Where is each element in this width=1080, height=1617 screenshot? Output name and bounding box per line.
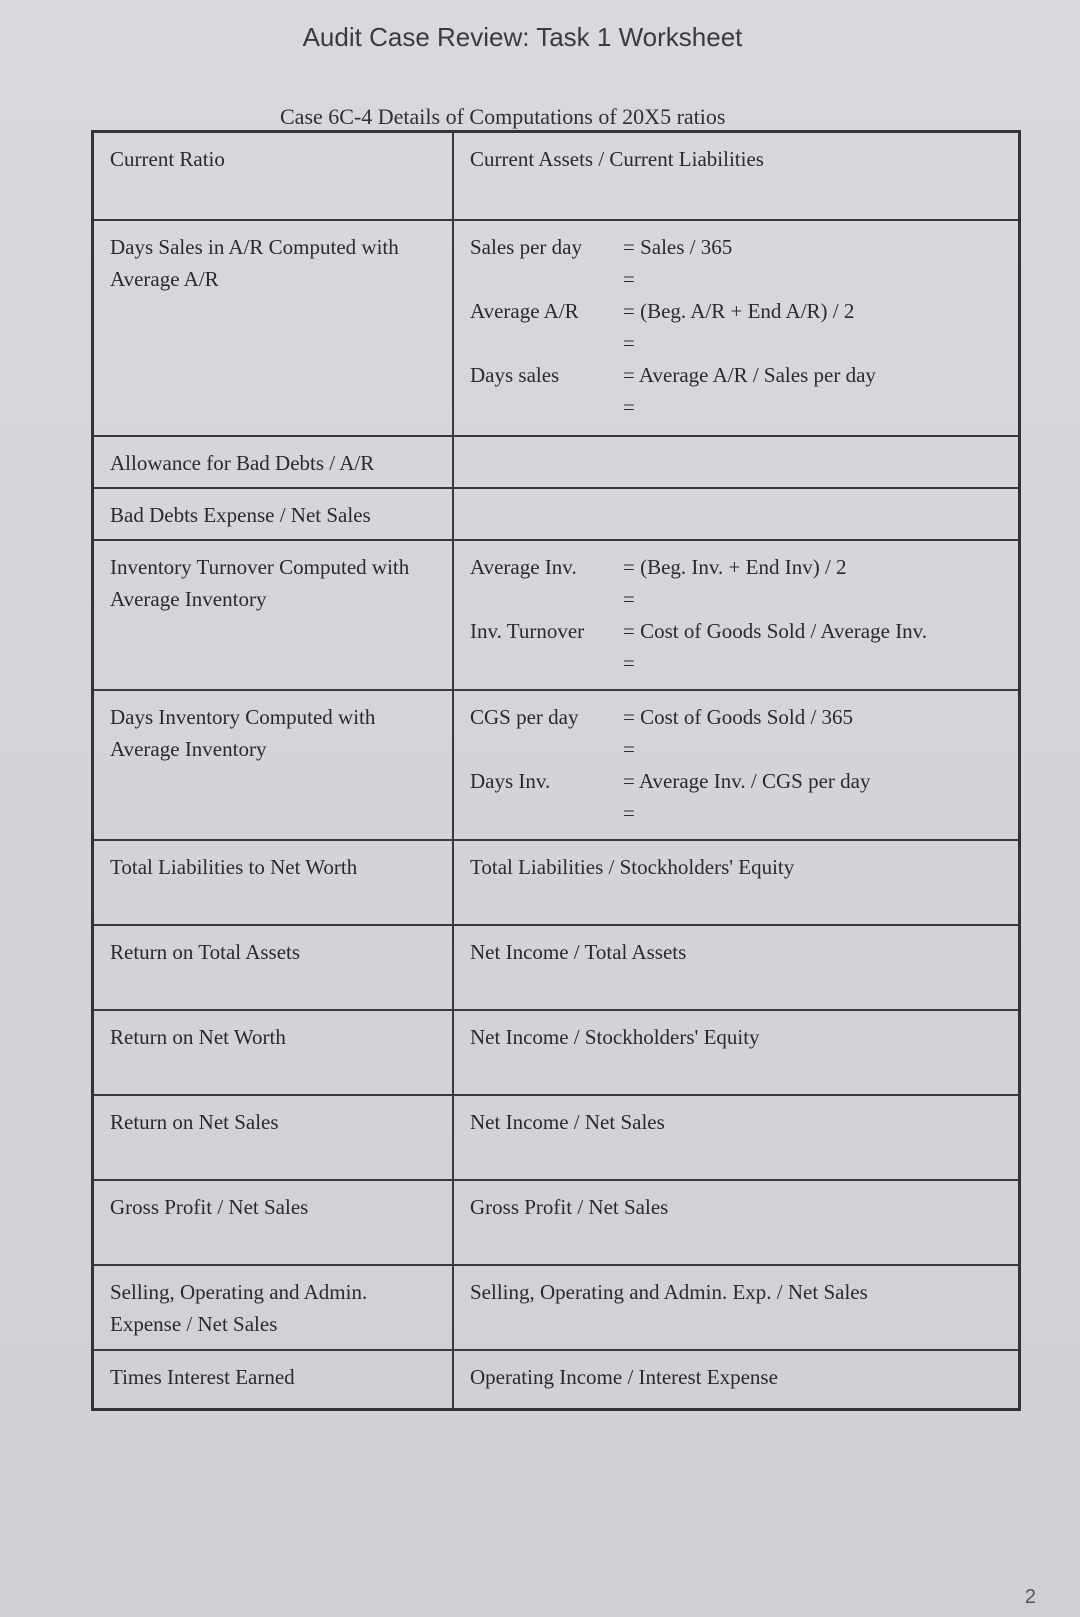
formula-expression: = Average Inv. / CGS per day	[623, 768, 871, 793]
ratio-name: Return on Net Sales	[93, 1095, 454, 1180]
page-number: 2	[1024, 1586, 1036, 1608]
ratio-formula: Current Assets / Current Liabilities	[453, 132, 1020, 220]
formula-expression: = (Beg. Inv. + End Inv) / 2	[623, 554, 847, 579]
table-row	[93, 540, 1020, 690]
ratio-formula: Net Income / Stockholders' Equity	[453, 1010, 1020, 1095]
ratio-formula: Selling, Operating and Admin. Exp. / Net Sales	[453, 1265, 1020, 1350]
ratio-formula: Total Liabilities / Stockholders' Equity	[453, 840, 1020, 925]
table-row	[93, 1180, 1020, 1265]
formula-label: Average A/R	[470, 298, 579, 323]
formula-expression: = (Beg. A/R + End A/R) / 2	[623, 298, 855, 323]
ratio-name: Days Inventory Computed with Average Inventory	[93, 690, 454, 840]
formula-label: Average Inv.	[470, 554, 577, 579]
answer-blank: =	[623, 736, 635, 761]
formula-label: Sales per day	[470, 234, 582, 259]
ratio-name: Allowance for Bad Debts / A/R	[93, 436, 454, 488]
ratio-formula	[453, 436, 1020, 488]
formula-expression: = Cost of Goods Sold / Average Inv.	[623, 618, 928, 643]
formula-label: Inv. Turnover	[470, 618, 585, 643]
table-row	[93, 1350, 1020, 1410]
table-row	[93, 1265, 1020, 1350]
ratio-formula	[453, 690, 1020, 840]
answer-blank: =	[623, 394, 635, 419]
table-row	[93, 436, 1020, 488]
formula-expression: = Sales / 365	[623, 234, 733, 259]
ratio-formula	[453, 540, 1020, 690]
ratio-formula: Operating Income / Interest Expense	[453, 1350, 1020, 1410]
formula-expression: = Average A/R / Sales per day	[623, 362, 876, 387]
ratio-name: Gross Profit / Net Sales	[93, 1180, 454, 1265]
ratio-name: Inventory Turnover Computed with Average Inventory	[93, 540, 454, 690]
ratio-name: Return on Total Assets	[93, 925, 454, 1010]
ratio-formula: Gross Profit / Net Sales	[453, 1180, 1020, 1265]
table-row	[93, 132, 1020, 220]
ratio-name: Total Liabilities to Net Worth	[93, 840, 454, 925]
formula-label: Days Inv.	[470, 768, 551, 793]
formula-label: CGS per day	[470, 704, 579, 729]
answer-blank: =	[623, 330, 635, 355]
table-row	[93, 840, 1020, 925]
ratio-formula	[453, 488, 1020, 540]
table-caption: Case 6C-4 Details of Computations of 20X5 ratios	[280, 104, 726, 129]
ratio-formula: Net Income / Net Sales	[453, 1095, 1020, 1180]
formula-label: Days sales	[470, 362, 560, 387]
table-row	[93, 1095, 1020, 1180]
document-title: Audit Case Review: Task 1 Worksheet	[302, 22, 743, 52]
table-row	[93, 925, 1020, 1010]
ratio-name: Selling, Operating and Admin. Expense / Net Sales	[93, 1265, 454, 1350]
table-row	[93, 220, 1020, 436]
ratio-name: Times Interest Earned	[93, 1350, 454, 1410]
table-row	[93, 690, 1020, 840]
answer-blank: =	[623, 586, 635, 611]
ratio-name: Days Sales in A/R Computed with Average A/R	[93, 220, 454, 436]
ratios-table	[91, 130, 1021, 1411]
answer-blank: =	[623, 800, 635, 825]
table-row	[93, 1010, 1020, 1095]
formula-expression: = Cost of Goods Sold / 365	[623, 704, 854, 729]
ratio-name: Return on Net Worth	[93, 1010, 454, 1095]
answer-blank: =	[623, 266, 635, 291]
ratio-formula	[453, 220, 1020, 436]
table-row	[93, 488, 1020, 540]
ratio-name: Current Ratio	[93, 132, 454, 220]
ratio-formula: Net Income / Total Assets	[453, 925, 1020, 1010]
ratio-name: Bad Debts Expense / Net Sales	[93, 488, 454, 540]
answer-blank: =	[623, 650, 635, 675]
